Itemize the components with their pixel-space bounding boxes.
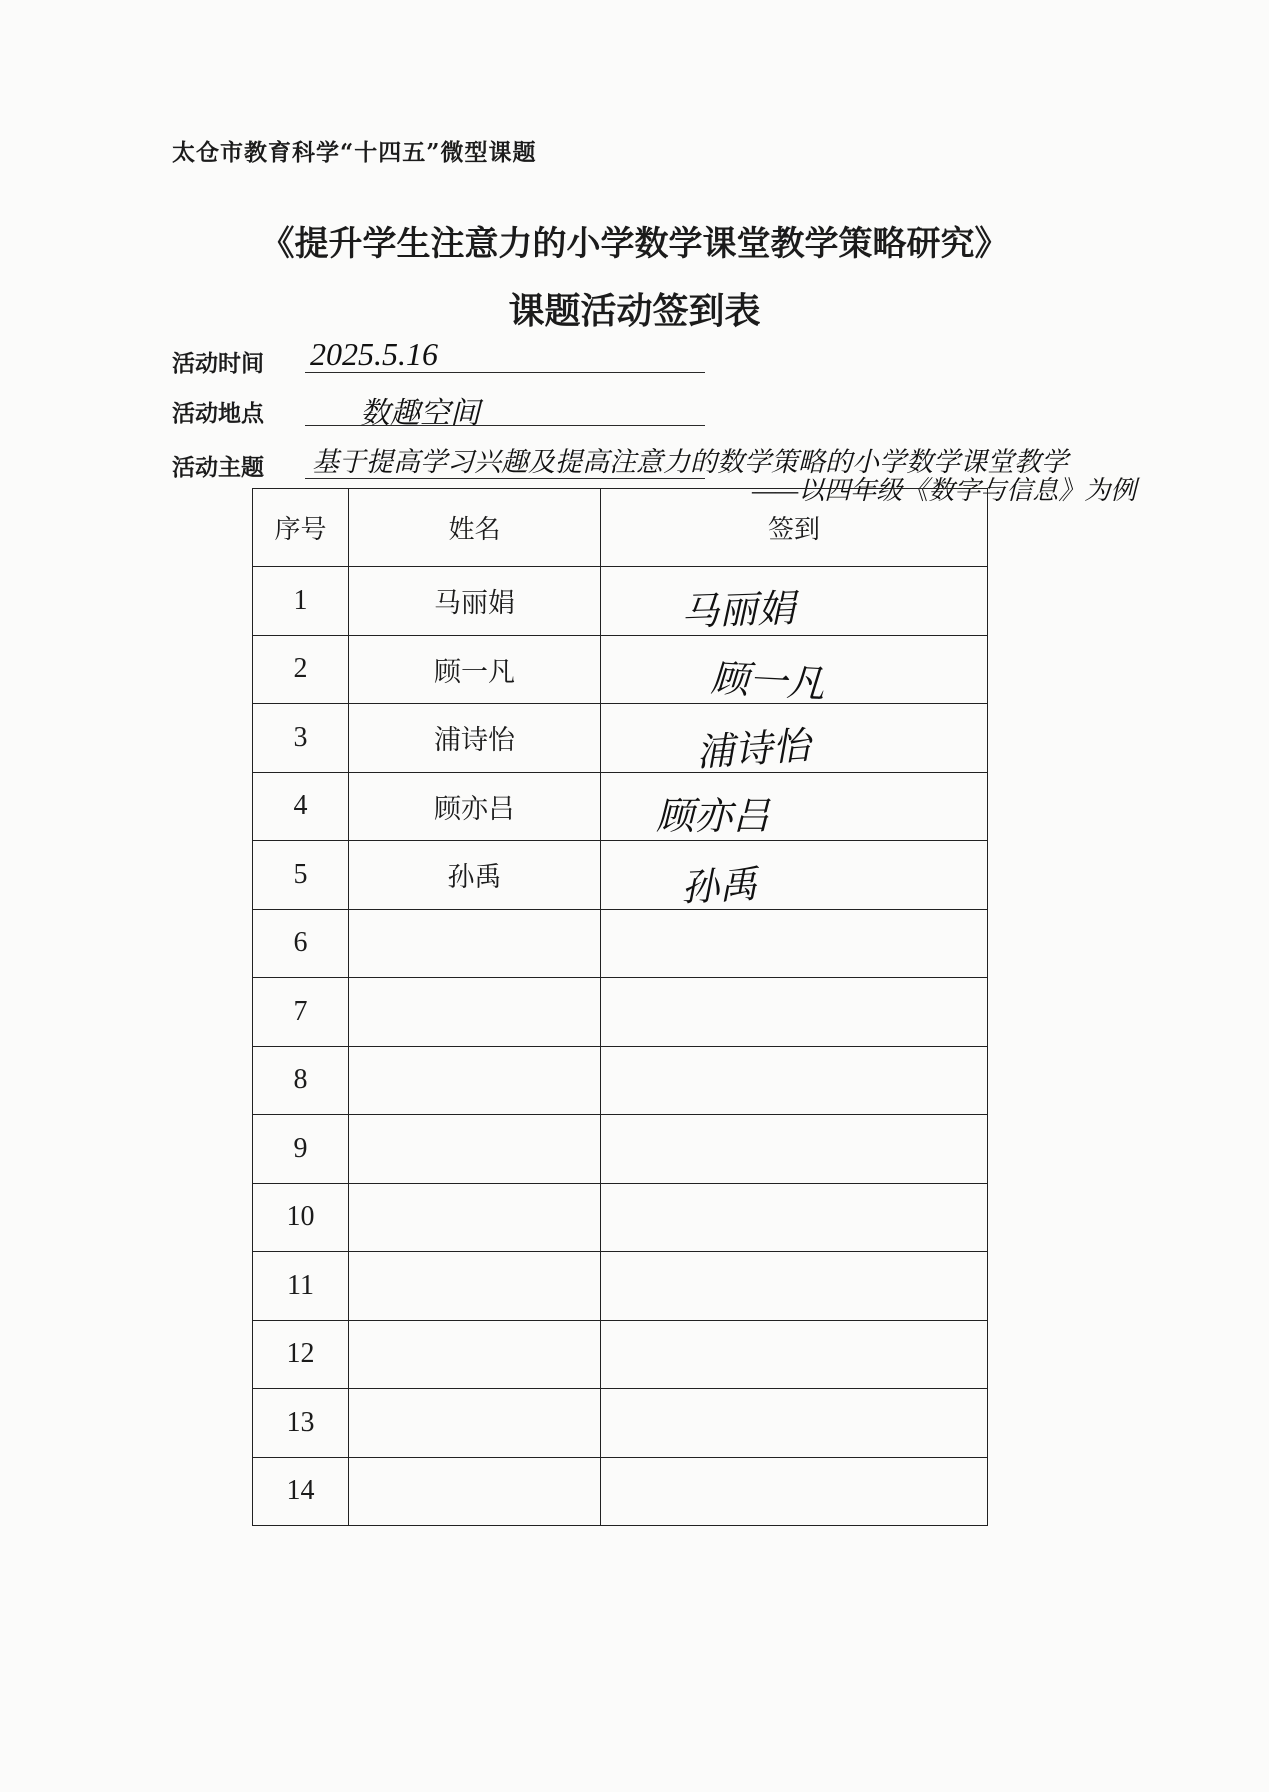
participant-name: 马丽娟 bbox=[349, 567, 601, 636]
field-value-time: 2025.5.16 bbox=[310, 336, 438, 372]
table-row bbox=[253, 1457, 988, 1526]
handwritten-signature: 顾亦吕 bbox=[656, 795, 771, 838]
handwritten-signature: 浦诗怡 bbox=[694, 725, 812, 775]
field-label-place: 活动地点 bbox=[172, 400, 264, 427]
row-number: 5 bbox=[253, 841, 349, 910]
signature-cell bbox=[601, 841, 988, 910]
table-row bbox=[253, 1046, 988, 1115]
participant-name: 顾一凡 bbox=[349, 635, 601, 704]
participant-name bbox=[349, 909, 601, 978]
table-row bbox=[253, 567, 988, 636]
handwritten-signature: 顾一凡 bbox=[709, 657, 826, 706]
table-row bbox=[253, 909, 988, 978]
row-number: 6 bbox=[253, 909, 349, 978]
row-number: 11 bbox=[253, 1252, 349, 1321]
signature-cell bbox=[601, 1457, 988, 1526]
row-number: 1 bbox=[253, 567, 349, 636]
row-number: 9 bbox=[253, 1115, 349, 1184]
table-row bbox=[253, 635, 988, 704]
participant-name bbox=[349, 1457, 601, 1526]
table-body bbox=[253, 567, 988, 1526]
field-value-place: 数趣空间 bbox=[360, 397, 480, 430]
field-label-theme: 活动主题 bbox=[172, 454, 264, 481]
series-heading: 太仓市教育科学“十四五”微型课题 bbox=[172, 139, 537, 166]
signature-cell bbox=[601, 1046, 988, 1115]
signature-cell bbox=[601, 909, 988, 978]
signature-cell bbox=[601, 635, 988, 704]
row-number: 4 bbox=[253, 772, 349, 841]
participant-name: 孙禹 bbox=[349, 841, 601, 910]
row-number: 13 bbox=[253, 1389, 349, 1458]
participant-name bbox=[349, 1046, 601, 1115]
table-row bbox=[253, 978, 988, 1047]
table-row bbox=[253, 1183, 988, 1252]
table-row bbox=[253, 1115, 988, 1184]
row-number: 2 bbox=[253, 635, 349, 704]
document-subtitle: 课题活动签到表 bbox=[508, 291, 761, 332]
participant-name: 浦诗怡 bbox=[349, 704, 601, 773]
table-row bbox=[253, 772, 988, 841]
signature-cell bbox=[601, 978, 988, 1047]
table-row bbox=[253, 1252, 988, 1321]
participant-name bbox=[349, 978, 601, 1047]
signature-cell bbox=[601, 567, 988, 636]
table-row bbox=[253, 704, 988, 773]
header-signature: 签到 bbox=[601, 489, 988, 567]
table-row bbox=[253, 1320, 988, 1389]
document-title: 《提升学生注意力的小学数学课堂教学策略研究》 bbox=[260, 224, 1009, 264]
row-number: 3 bbox=[253, 704, 349, 773]
field-value-theme-line2: ——以四年级《数字与信息》为例 bbox=[752, 476, 1137, 505]
row-number: 14 bbox=[253, 1457, 349, 1526]
row-number: 12 bbox=[253, 1320, 349, 1389]
participant-name bbox=[349, 1252, 601, 1321]
participant-name bbox=[349, 1115, 601, 1184]
handwritten-signature: 孙禹 bbox=[680, 864, 759, 910]
signature-cell bbox=[601, 1115, 988, 1184]
field-value-theme-line1: 基于提高学习兴趣及提高注意力的数学策略的小学数学课堂教学 bbox=[312, 447, 1068, 477]
signature-cell bbox=[601, 704, 988, 773]
row-number: 10 bbox=[253, 1183, 349, 1252]
signature-cell bbox=[601, 1183, 988, 1252]
header-name: 姓名 bbox=[349, 489, 601, 567]
signature-cell bbox=[601, 772, 988, 841]
row-number: 7 bbox=[253, 978, 349, 1047]
table-header-row bbox=[253, 489, 988, 567]
header-number: 序号 bbox=[253, 489, 349, 567]
field-label-time: 活动时间 bbox=[172, 350, 264, 377]
table-row bbox=[253, 1389, 988, 1458]
signature-cell bbox=[601, 1252, 988, 1321]
sign-in-table bbox=[252, 488, 988, 1526]
table-row bbox=[253, 841, 988, 910]
handwritten-signature: 马丽娟 bbox=[680, 588, 796, 634]
participant-name: 顾亦吕 bbox=[349, 772, 601, 841]
participant-name bbox=[349, 1389, 601, 1458]
participant-name bbox=[349, 1183, 601, 1252]
row-number: 8 bbox=[253, 1046, 349, 1115]
signature-cell bbox=[601, 1320, 988, 1389]
signature-cell bbox=[601, 1389, 988, 1458]
participant-name bbox=[349, 1320, 601, 1389]
